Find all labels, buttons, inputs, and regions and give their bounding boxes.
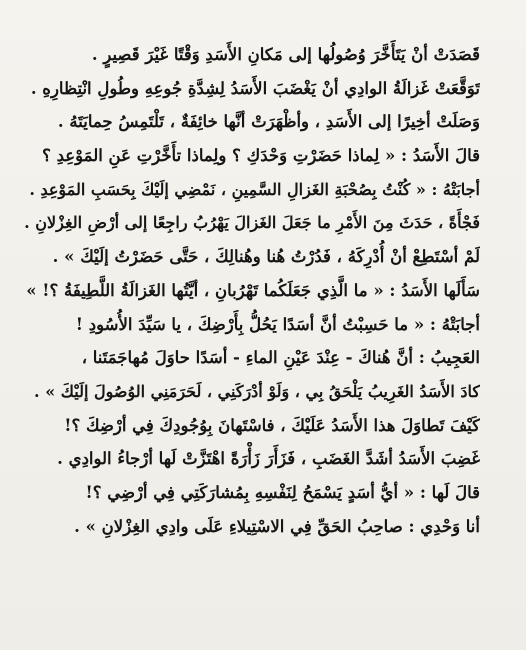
text-line-1: قَصَدَتْ أنْ يَتَأَخَّرَ وُصُولُها إلى مَكانِ الأَسَدِ وَقْتًا غَيْرَ قَصِيرٍ .	[91, 45, 480, 64]
text-line-4: قالَ الأَسَدُ : « لِماذا حَضَرْتِ وَحْدَكِ ؟ ولِماذا تأَخَّرْتِ عَنِ المَوْعِدِ ؟	[42, 146, 480, 166]
text-line-13: غَضِبَ الأَسَدُ أشَدَّ الغَضَبِ ، فَزَأَرَ زَأْرَةً اهْتَزَّتْ لَها أرْجاءُ الوادِي .	[57, 449, 480, 469]
text-line-9: أجابَتْهُ : « ما حَسِبْتُ أنَّ أسَدًا يَحُلُّ بِأَرْضِكَ ، يا سَيِّدَ الأُسُودِ !	[75, 314, 480, 334]
text-line-11: كادَ الأَسَدُ الغَرِيبُ يَلْحَقُ بِي ، وَلَوْ أدْرَكَنِي ، لَحَرَمَنِي الوُصُولَ إلَيْكَ » .	[34, 381, 480, 401]
text-line-2: تَوَقَّعَتْ غَزالَةُ الوادِي أنْ يَغْضَبَ الأَسَدُ لِشِدَّةِ جُوعِهِ وطُولِ انْتِظارِهِ .	[30, 78, 480, 98]
text-line-6: فَجْأَةً ، حَدَثَ مِنَ الأَمْرِ ما جَعَلَ الغَزالَ يَهْرُبُ راجِعًا إلى أرْضِ الغِزْلانِ .	[24, 213, 480, 233]
text-line-12: كَيْفَ تَطاوَلَ هذا الأَسَدُ عَلَيْكَ ، فاسْتَهانَ بِوُجُودِكَ فِي أرْضِكَ ؟!	[64, 415, 480, 435]
text-line-5: أجابَتْهُ : « كُنْتُ بِصُحْبَةِ الغَزالِ السَّمِينِ ، نَمْضِي إلَيْكَ بِحَسَبِ المَوْعِدِ .	[29, 179, 480, 199]
text-line-14: قالَ لَها : « أيُّ أسَدٍ يَسْمَحُ لِنَفْسِهِ بِمُشارَكَتِي فِي أرْضِي ؟!	[85, 482, 480, 502]
text-line-3: وَصَلَتْ أخِيرًا إلى الأَسَدِ ، وأظْهَرَتْ أنَّها خائِفَةٌ ، تَلْتَمِسُ حِمايَتَهُ .	[57, 112, 480, 132]
story-text	[22, 38, 480, 543]
text-line-10: العَجِيبُ : أنَّ هُناكَ - عِنْدَ عَيْنِ الماءِ - أسَدًا حاوَلَ مُهاجَمَتَنا ،	[81, 348, 480, 368]
text-line-8: سَأَلَها الأَسَدُ : « ما الَّذِي جَعَلَكُما تَهْرُبانِ ، أيَّتُها الغَزالَةُ اللَّطِيفَةُ ؟! »	[26, 280, 480, 300]
text-line-7: لَمْ أسْتَطِعْ أنْ أُدْرِكَهُ ، فَدُرْتُ هُنا وهُنالِكَ ، حَتَّى حَضَرْتُ إلَيْكَ » .	[52, 247, 480, 267]
text-line-15: أنا وَحْدِي : صاحِبُ الحَقِّ فِي الاسْتِيلاءِ عَلَى وادِي الغِزْلانِ » .	[74, 516, 480, 536]
